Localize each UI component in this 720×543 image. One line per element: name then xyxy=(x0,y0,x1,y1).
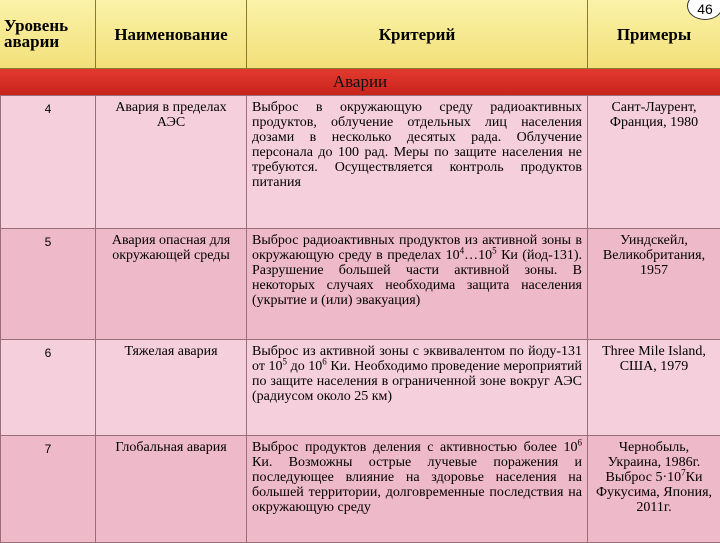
row-example: Three Mile Island, США, 1979 xyxy=(588,340,720,436)
header-criterion: Критерий xyxy=(247,0,587,68)
row-criterion: Выброс в окружающую среду радиоактивных продуктов, облучение отдельных лиц населения дозами в несколько десятых рада. Облучение персонала до 100 рад. Меры по защите населения не требуются. Осуществляется контроль продуктов питания xyxy=(247,96,588,229)
table-row xyxy=(1,340,720,436)
row-level: 4 xyxy=(1,96,96,229)
row-level: 6 xyxy=(1,340,96,436)
header-examples: Примеры xyxy=(588,0,720,68)
page-number-badge: 46 xyxy=(687,0,720,20)
accident-scale-table xyxy=(0,95,720,543)
row-name: Тяжелая авария xyxy=(96,340,247,436)
section-title: Аварии xyxy=(0,69,720,95)
row-level: 7 xyxy=(1,436,96,543)
table-row xyxy=(1,436,720,543)
row-name: Глобальная авария xyxy=(96,436,247,543)
row-criterion: Выброс радиоактивных продуктов из активной зоны в окружающую среду в пределах $10^4\dots 10^5$ Ки (йод-131). Разрушение большей части активной зоны. В некоторых случаях необходима защита населения (укрытие и (или) эвакуация) xyxy=(247,229,588,340)
row-level: 5 xyxy=(1,229,96,340)
table-row xyxy=(1,229,720,340)
row-example: Сант-Лаурент, Франция, 1980 xyxy=(588,96,720,229)
table-header xyxy=(0,0,720,69)
row-criterion: Выброс продуктов деления с активностью более $10^6$ Ки. Возможны острые лучевые поражения и последующее влияние на здоровье населения на большей территории, долговременные последствия на окружающую среду xyxy=(247,436,588,543)
row-name: Авария опасная для окружающей среды xyxy=(96,229,247,340)
row-example: Уиндскейл, Великобритания, 1957 xyxy=(588,229,720,340)
row-criterion: Выброс из активной зоны с эквивалентом по йоду-131 от $10^5$ до $10^6$ Ки. Необходимо проведение мероприятий по защите населения в ограниченной зоне вокруг АЭС (радиусом около 25 км) xyxy=(247,340,588,436)
row-name: Авария в пределах АЭС xyxy=(96,96,247,229)
row-example: Чернобыль, Украина, 1986г. Выброс $5\cdot 10^7Ки$ Фукусима, Япония, 2011г. xyxy=(588,436,720,543)
table-row xyxy=(1,96,720,229)
header-level: Уровень аварии xyxy=(4,0,92,68)
header-name: Наименование xyxy=(96,0,246,68)
